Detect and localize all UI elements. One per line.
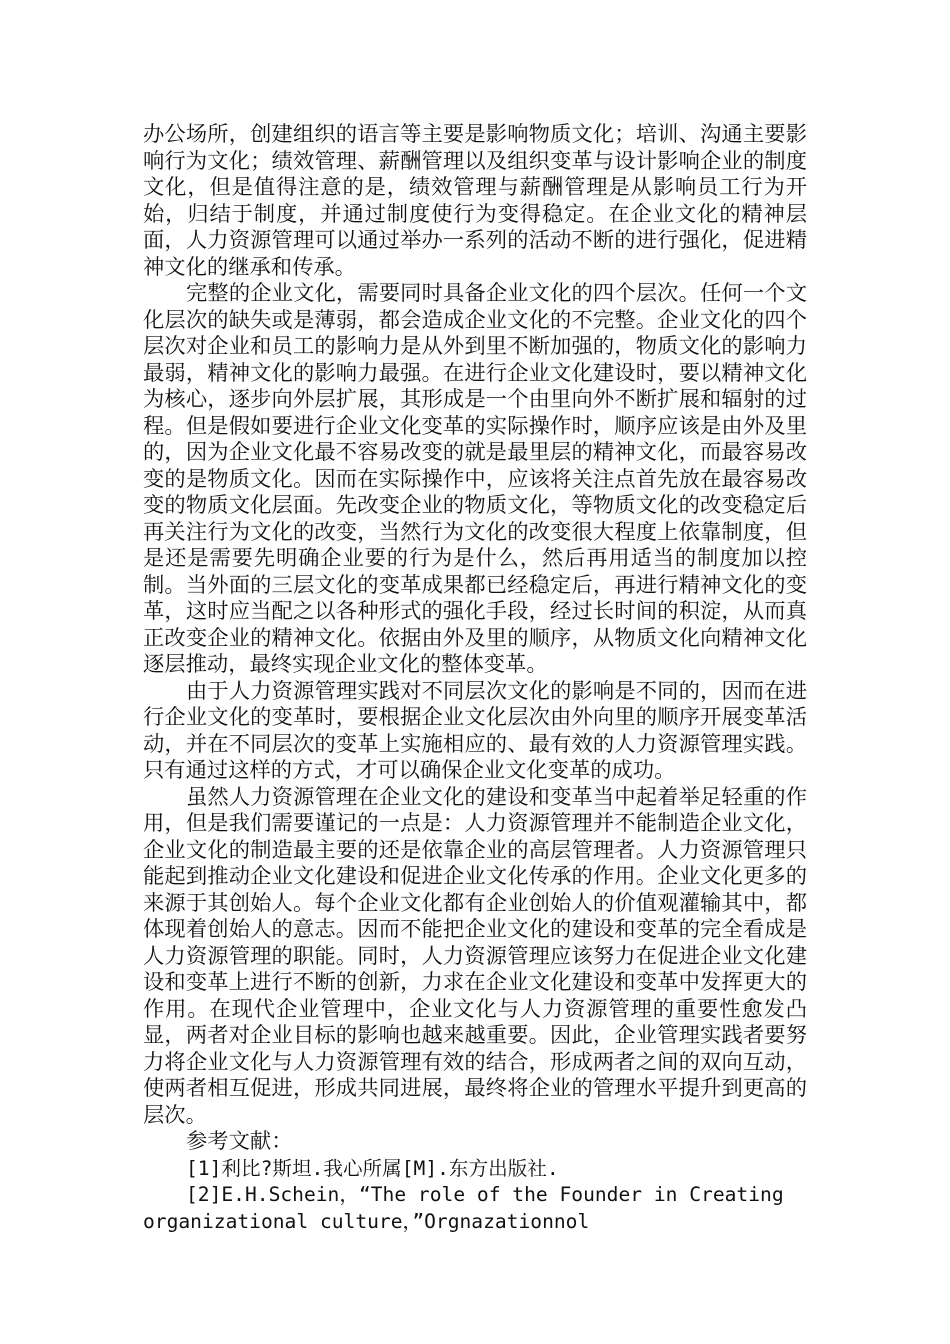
body-paragraph-4: 虽然人力资源管理在企业文化的建设和变革当中起着举足轻重的作用，但是我们需要谨记的一点是：人力资源管理并不能制造企业文化，企业文化的制造最主要的还是依靠企业的高层管理者。人力资源管理只能起到推动企业文化建设和促进企业文化传承的作用。企业文化更多的来源于其创始人。每个企业文化都有企业创始人的价值观灌输其中，都体现着创始人的意志。因而不能把企业文化的建设和变革的完全看成是人力资源管理的职能。同时，人力资源管理应该努力在促进企业文化建设和变革上进行不断的创新，力求在企业文化建设和变革中发挥更大的作用。在现代企业管理中，企业文化与人力资源管理的重要性愈发凸显，两者对企业目标的影响也越来越重要。因此，企业管理实践者要努力将企业文化与人力资源管理有效的结合，形成两者之间的双向互动，使两者相互促进，形成共同进展，最终将企业的管理水平提升到更高的层次。 — [143, 784, 807, 1128]
body-paragraph-1: 办公场所，创建组织的语言等主要是影响物质文化；培训、沟通主要影响行为文化；绩效管理、薪酬管理以及组织变革与设计影响企业的制度文化，但是值得注意的是，绩效管理与薪酬管理是从影响员工行为开始，归结于制度，并通过制度使行为变得稳定。在企业文化的精神层面，人力资源管理可以通过举办一系列的活动不断的进行强化，促进精神文化的继承和传承。 — [143, 122, 807, 280]
references-section — [143, 1129, 807, 1235]
reference-item-2-continued: organizational culture，”Orgnazationnol — [143, 1209, 590, 1233]
reference-item-1: [1]利比?斯坦.我心所属[M].东方出版社. — [186, 1156, 559, 1180]
references-heading: 参考文献： — [186, 1129, 293, 1154]
document-page — [143, 122, 807, 1235]
body-paragraph-2: 完整的企业文化，需要同时具备企业文化的四个层次。任何一个文化层次的缺失或是薄弱，都会造成企业文化的不完整。企业文化的四个层次对企业和员工的影响力是从外到里不断加强的，物质文化的影响力最弱，精神文化的影响力最强。在进行企业文化建设时，要以精神文化为核心，逐步向外层扩展，其形成是一个由里向外不断扩展和辐射的过程。但是假如要进行企业文化变革的实际操作时，顺序应该是由外及里的，因为企业文化最不容易改变的就是最里层的精神文化，而最容易改变的是物质文化。因而在实际操作中，应该将关注点首先放在最容易改变的物质文化层面。先改变企业的物质文化，等物质文化的改变稳定后再关注行为文化的改变，当然行为文化的改变很大程度上依靠制度，但是还是需要先明确企业要的行为是什么，然后再用适当的制度加以控制。当外面的三层文化的变革成果都已经稳定后，再进行精神文化的变革，这时应当配之以各种形式的强化手段，经过长时间的积淀，从而真正改变企业的精神文化。依据由外及里的顺序，从物质文化向精神文化逐层推动，最终实现企业文化的整体变革。 — [143, 281, 807, 677]
body-paragraph-3: 由于人力资源管理实践对不同层次文化的影响是不同的，因而在进行企业文化的变革时，要根据企业文化层次由外向里的顺序开展变革活动，并在不同层次的变革上实施相应的、最有效的人力资源管理实践。只有通过这样的方式，才可以确保企业文化变革的成功。 — [143, 678, 807, 783]
reference-item-2: [2]E.H.Schein，“The role of the Founder in Creating — [186, 1183, 784, 1206]
